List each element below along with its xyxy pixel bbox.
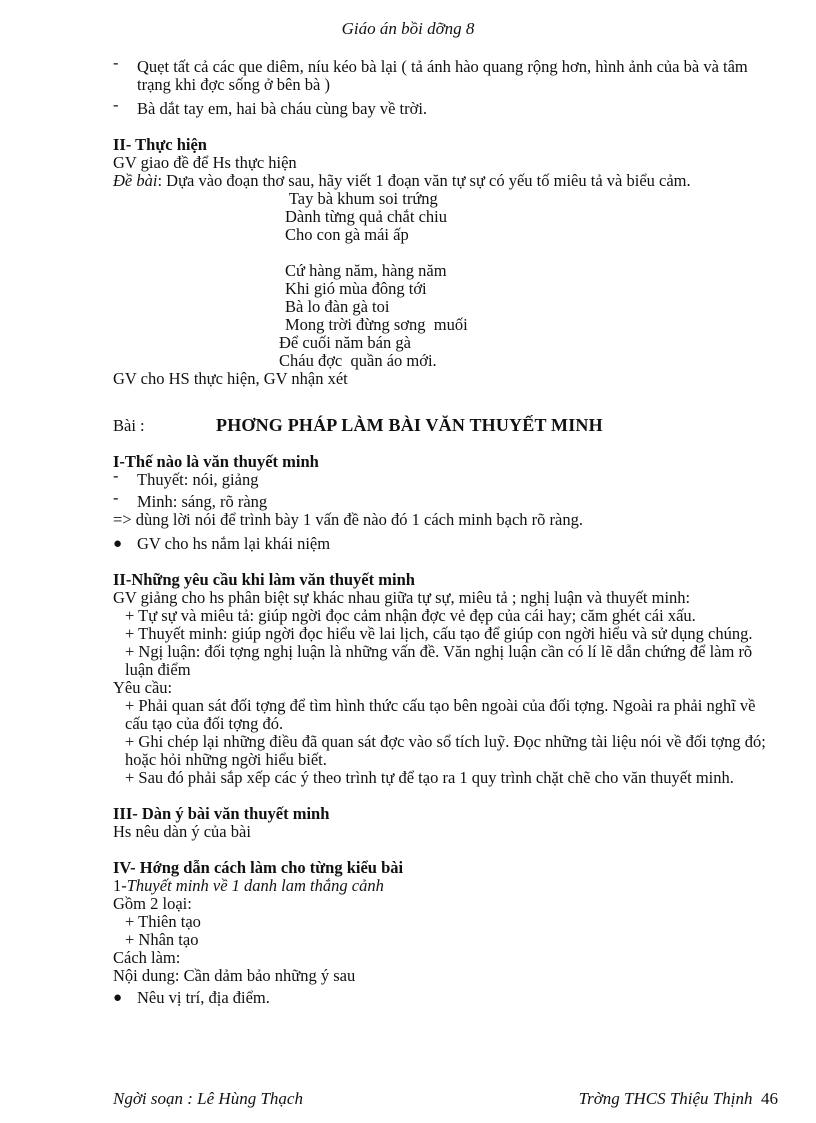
section-heading: IV- Hớng dẫn cách làm cho từng kiểu bài bbox=[113, 858, 404, 877]
bullet-marker: ● bbox=[113, 990, 123, 1006]
paragraph: Hs nêu dàn ý của bài bbox=[113, 822, 251, 841]
subsection-title bbox=[113, 877, 778, 895]
paragraph: + Nhân tạo bbox=[125, 930, 199, 949]
document-body bbox=[113, 53, 778, 1007]
poem-line: Để cuối năm bán gà bbox=[279, 333, 411, 352]
list-item-text: Bà dắt tay em, hai bà cháu cùng bay về trời. bbox=[137, 99, 428, 118]
paragraph: + Thiên tạo bbox=[125, 912, 201, 931]
dash-marker: - bbox=[113, 53, 119, 72]
paragraph: GV cho HS thực hiện, GV nhận xét bbox=[113, 369, 348, 388]
paragraph: + Sau đó phải sắp xếp các ý theo trình tự để tạo ra 1 quy trình chặt chẽ cho văn thuyết minh. bbox=[125, 768, 734, 787]
paragraph: => dùng lời nói để trình bày 1 vấn đề nào đó 1 cách minh bạch rõ ràng. bbox=[113, 510, 583, 529]
section-heading: II-Những yêu cầu khi làm văn thuyết minh bbox=[113, 570, 415, 589]
list-item bbox=[113, 535, 778, 553]
footer-right bbox=[579, 1090, 778, 1108]
paragraph: GV giao đề để Hs thực hiện bbox=[113, 153, 297, 172]
list-item-text: Quẹt tất cả các que diêm, níu kéo bà lại ( tả ánh hào quang rộng hơn, hình ảnh của bà và tâm trạng khi đợc sống ở bên bà ) bbox=[137, 57, 748, 94]
list-item-text: Thuyết: nói, giảng bbox=[137, 470, 259, 489]
section-heading: III- Dàn ý bài văn thuyết minh bbox=[113, 804, 330, 823]
paragraph: Gồm 2 loại: bbox=[113, 894, 192, 913]
poem-line: Cứ hàng năm, hàng năm bbox=[285, 261, 447, 280]
dash-marker: - bbox=[113, 488, 119, 507]
section-heading: II- Thực hiện bbox=[113, 135, 207, 154]
lesson-title-row bbox=[113, 416, 778, 435]
poem bbox=[113, 190, 778, 370]
page-footer bbox=[113, 1090, 778, 1108]
list-item bbox=[113, 989, 778, 1007]
bullet-marker: ● bbox=[113, 536, 123, 552]
paragraph: GV giảng cho hs phân biệt sự khác nhau giữa tự sự, miêu tả ; nghị luận và thuyết minh: bbox=[113, 588, 691, 607]
paragraph: Cách làm: bbox=[113, 948, 181, 967]
list-item bbox=[113, 95, 778, 118]
paragraph: + Thuyết minh: giúp ngời đọc hiểu về lai lịch, cấu tạo để giúp con ngời hiểu và sử dụng chúng. bbox=[125, 624, 753, 643]
page-header: Giáo án bồi dỡng 8 bbox=[341, 19, 475, 38]
lesson-label: Bài : bbox=[113, 416, 145, 435]
footer-author: Ngời soạn : Lê Hùng Thạch bbox=[113, 1089, 303, 1108]
list-item bbox=[113, 466, 778, 489]
list-item-text: Minh: sáng, rõ ràng bbox=[137, 492, 268, 511]
paragraph: Yêu cầu: bbox=[113, 678, 173, 697]
section-heading: I-Thế nào là văn thuyết minh bbox=[113, 452, 319, 471]
lesson-title: PHƠNG PHÁP LÀM BÀI VĂN THUYẾT MINH bbox=[216, 415, 603, 435]
assignment-text: : Dựa vào đoạn thơ sau, hãy viết 1 đoạn văn tự sự có yếu tố miêu tả và biểu cảm. bbox=[157, 171, 691, 190]
dash-marker: - bbox=[113, 466, 119, 485]
subsection-number: 1- bbox=[113, 876, 127, 895]
dash-marker: - bbox=[113, 95, 119, 114]
paragraph: + Phải quan sát đối tợng để tìm hình thức cấu tạo bên ngoài của đối tợng. Ngoài ra phải nghĩ về cấu tạo của đối tợng đó. bbox=[125, 696, 756, 733]
paragraph: + Ngị luận: đối tợng nghị luận là những vấn đề. Văn nghị luận cần có lí lẽ dẫn chứng để làm rõ luận điểm bbox=[125, 642, 753, 679]
poem-line: Mong trời đừng sơng muối bbox=[285, 315, 468, 334]
paragraph: + Ghi chép lại những điều đã quan sát đợc vào sổ tích luỹ. Đọc những tài liệu nói về đối tợng đó; hoặc hỏi những ngời hiểu biết. bbox=[125, 732, 766, 769]
poem-line: Cháu đợc quần áo mới. bbox=[279, 351, 437, 370]
poem-line: Khi gió mùa đông tới bbox=[285, 279, 427, 298]
list-item bbox=[113, 488, 778, 511]
paragraph: Nội dung: Cần dảm bảo những ý sau bbox=[113, 966, 356, 985]
poem-line: Cho con gà mái ấp bbox=[285, 225, 409, 244]
footer-school: Trờng THCS Thiệu Thịnh bbox=[578, 1089, 753, 1108]
list-item-text: GV cho hs nắm lại khái niệm bbox=[137, 534, 331, 553]
assignment-line bbox=[113, 172, 778, 190]
poem-line: Dành từng quả chắt chiu bbox=[285, 207, 447, 226]
paragraph: + Tự sự và miêu tả: giúp ngời đọc cảm nhận đợc vẻ đẹp của cái hay; căm ghét cái xấu. bbox=[125, 606, 696, 625]
list-item-text: Nêu vị trí, địa điểm. bbox=[137, 988, 270, 1007]
subsection-text: Thuyết minh về 1 danh lam thắng cảnh bbox=[126, 876, 384, 895]
poem-line: Tay bà khum soi trứng bbox=[285, 189, 438, 208]
assignment-label: Đề bài bbox=[113, 171, 158, 190]
page-number: 46 bbox=[761, 1089, 778, 1108]
list-item bbox=[113, 53, 778, 94]
poem-line: Bà lo đàn gà toi bbox=[285, 297, 390, 316]
